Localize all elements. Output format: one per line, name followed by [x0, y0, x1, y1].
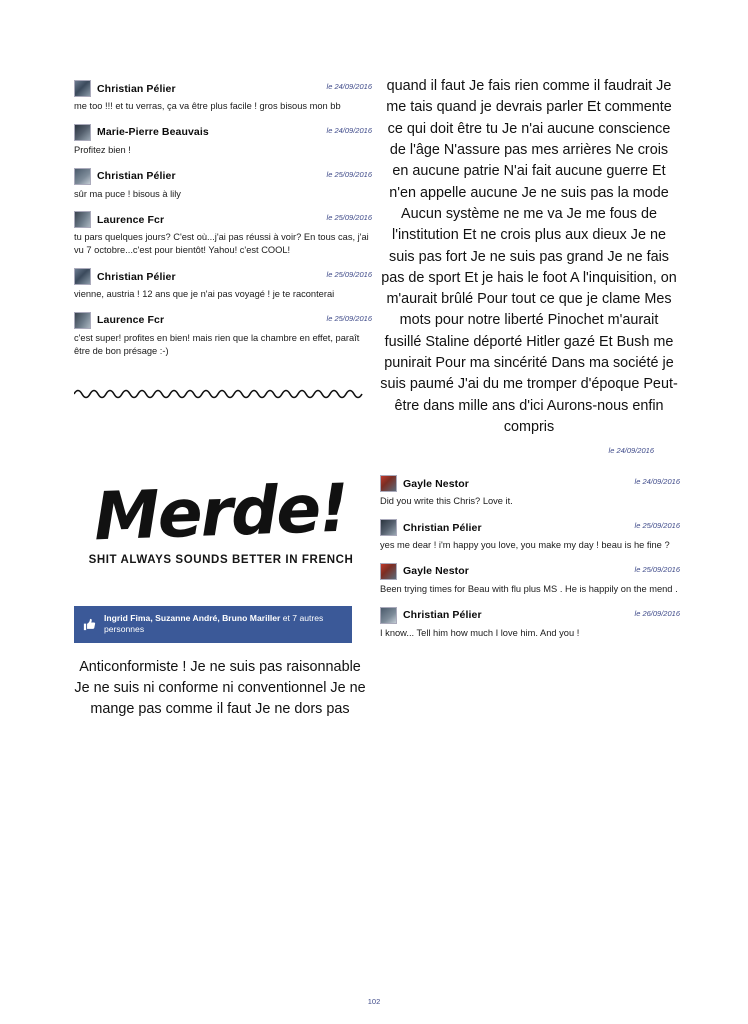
comment-date: le 24/09/2016 [326, 82, 372, 91]
comment-author: Christian Pélier [403, 521, 482, 534]
page-number: 102 [367, 997, 381, 1006]
comment-text: sûr ma puce ! bisous à lily [74, 188, 181, 199]
avatar [74, 211, 91, 228]
comment-item [74, 268, 372, 301]
thumbs-up-icon [82, 617, 97, 632]
avatar [380, 607, 397, 624]
avatar [74, 168, 91, 185]
likes-names: Ingrid Fima, Suzanne André, Bruno Mariller [104, 613, 281, 624]
comment-text: Did you write this Chris? Love it. [380, 496, 513, 507]
avatar [74, 312, 91, 329]
poem-continued: quand il faut Je fais rien comme il faudrait Je me tais quand je devrais parler Et commente ce qui doit être tu Je n'ai aucune conscience de l'âge N'assure pas mes arrières Ne crois en aucune patrie N'ai fait aucune guerre Et n'en appelle aucune Je ne suis pas la mode Aucun système ne me va Je me fous de l'institution Et ne crois plus aux dieux Je ne suis pas fort Je ne suis pas grand Je ne fais pas de sport Et je hais le foot A l'inquisition, on m'aurait brûlé Pour tout ce que je clame Mes mots pour notre liberté Pinochet m'aurait fusillé Staline déporté Hitler gazé Et Bush me punirait Pour ma sincérité Dans ma société je suis paumé J'ai du me tromper d'époque Peut-être dans mille ans d'ici Aurons-nous enfin compris [380, 78, 678, 435]
comment-author: Gayle Nestor [403, 565, 469, 578]
avatar [380, 519, 397, 536]
comment-header [74, 211, 372, 228]
comment-header [380, 519, 680, 536]
comment-author: Christian Pélier [97, 170, 176, 183]
comment-text: yes me dear ! i'm happy you love, you make my day ! beau is he fine ? [380, 540, 670, 551]
wavy-divider-icon [74, 387, 364, 401]
comment-header [74, 268, 372, 285]
comment-date: le 25/09/2016 [634, 521, 680, 531]
comment-item [74, 312, 372, 358]
comment-date: le 25/09/2016 [326, 270, 372, 280]
comment-text: Been trying times for Beau with flu plus MS . He is happily on the mend . [380, 583, 678, 594]
comment-text: me too !!! et tu verras, ça va être plus facile ! gros bisous mon bb [74, 101, 341, 111]
avatar [74, 268, 91, 285]
comment-item [74, 80, 372, 113]
comment-header [380, 607, 680, 624]
poem-date: le 24/09/2016 [608, 446, 654, 456]
comment-item [74, 168, 372, 201]
comment-author: Laurence Fcr [97, 213, 165, 226]
avatar [74, 80, 91, 97]
comment-author: Laurence Fcr [97, 314, 165, 327]
comment-item [74, 211, 372, 257]
comment-author: Christian Pélier [97, 82, 176, 95]
comment-item [74, 124, 372, 157]
comment-author: Gayle Nestor [403, 477, 469, 490]
comment-author: Marie-Pierre Beauvais [97, 126, 209, 139]
comment-header [380, 475, 680, 492]
comment-date: le 25/09/2016 [326, 213, 372, 223]
avatar [74, 124, 91, 141]
likes-rest: et 7 autres personnes [104, 613, 324, 635]
merde-poster-subtitle: SHIT ALWAYS SOUNDS BETTER IN FRENCH [88, 554, 354, 567]
comment-text: c'est super! profites en bien! mais rien que la chambre en effet, paraît être de bon présage :-) [74, 332, 360, 356]
avatar [380, 475, 397, 492]
merde-poster [74, 469, 368, 567]
comment-text: Profitez bien ! [74, 144, 131, 155]
comment-date: le 24/09/2016 [634, 477, 680, 487]
poem-excerpt-left: Anticonformiste ! Je ne suis pas raisonnable Je ne suis ni conforme ni conventionnel Je ne mange pas comme il faut Je ne dors pas [74, 658, 366, 718]
comment-author: Christian Pélier [403, 609, 482, 622]
right-column [380, 76, 680, 651]
comment-date: le 25/09/2016 [326, 169, 372, 179]
comment-item [380, 519, 680, 552]
comment-item [380, 607, 680, 640]
comment-date: le 25/09/2016 [326, 313, 372, 323]
comment-item [380, 475, 680, 508]
avatar [380, 563, 397, 580]
comment-date: le 25/09/2016 [634, 564, 680, 574]
comment-date: le 26/09/2016 [634, 608, 680, 618]
comment-header [74, 168, 372, 185]
comment-header [74, 312, 372, 329]
comment-author: Christian Pélier [97, 270, 176, 283]
comment-header [380, 563, 680, 580]
likes-bar[interactable] [74, 606, 352, 642]
comment-text: vienne, austria ! 12 ans que je n'ai pas voyagé ! je te raconterai [74, 289, 335, 300]
comment-item [380, 563, 680, 596]
comment-text: I know... Tell him how much I love him. And you ! [380, 627, 580, 638]
comment-text: tu pars quelques jours? C'est où...j'ai pas réussi à voir? En tous cas, j'ai vu 7 octobre...c'est pour bientôt! Yahou! c'est COOL! [74, 232, 369, 256]
merde-poster-title: Merde! [93, 469, 349, 556]
comment-date: le 24/09/2016 [326, 125, 372, 135]
left-column [74, 80, 372, 721]
comment-header [74, 124, 372, 141]
comment-header [74, 80, 372, 97]
likes-label [104, 613, 344, 635]
